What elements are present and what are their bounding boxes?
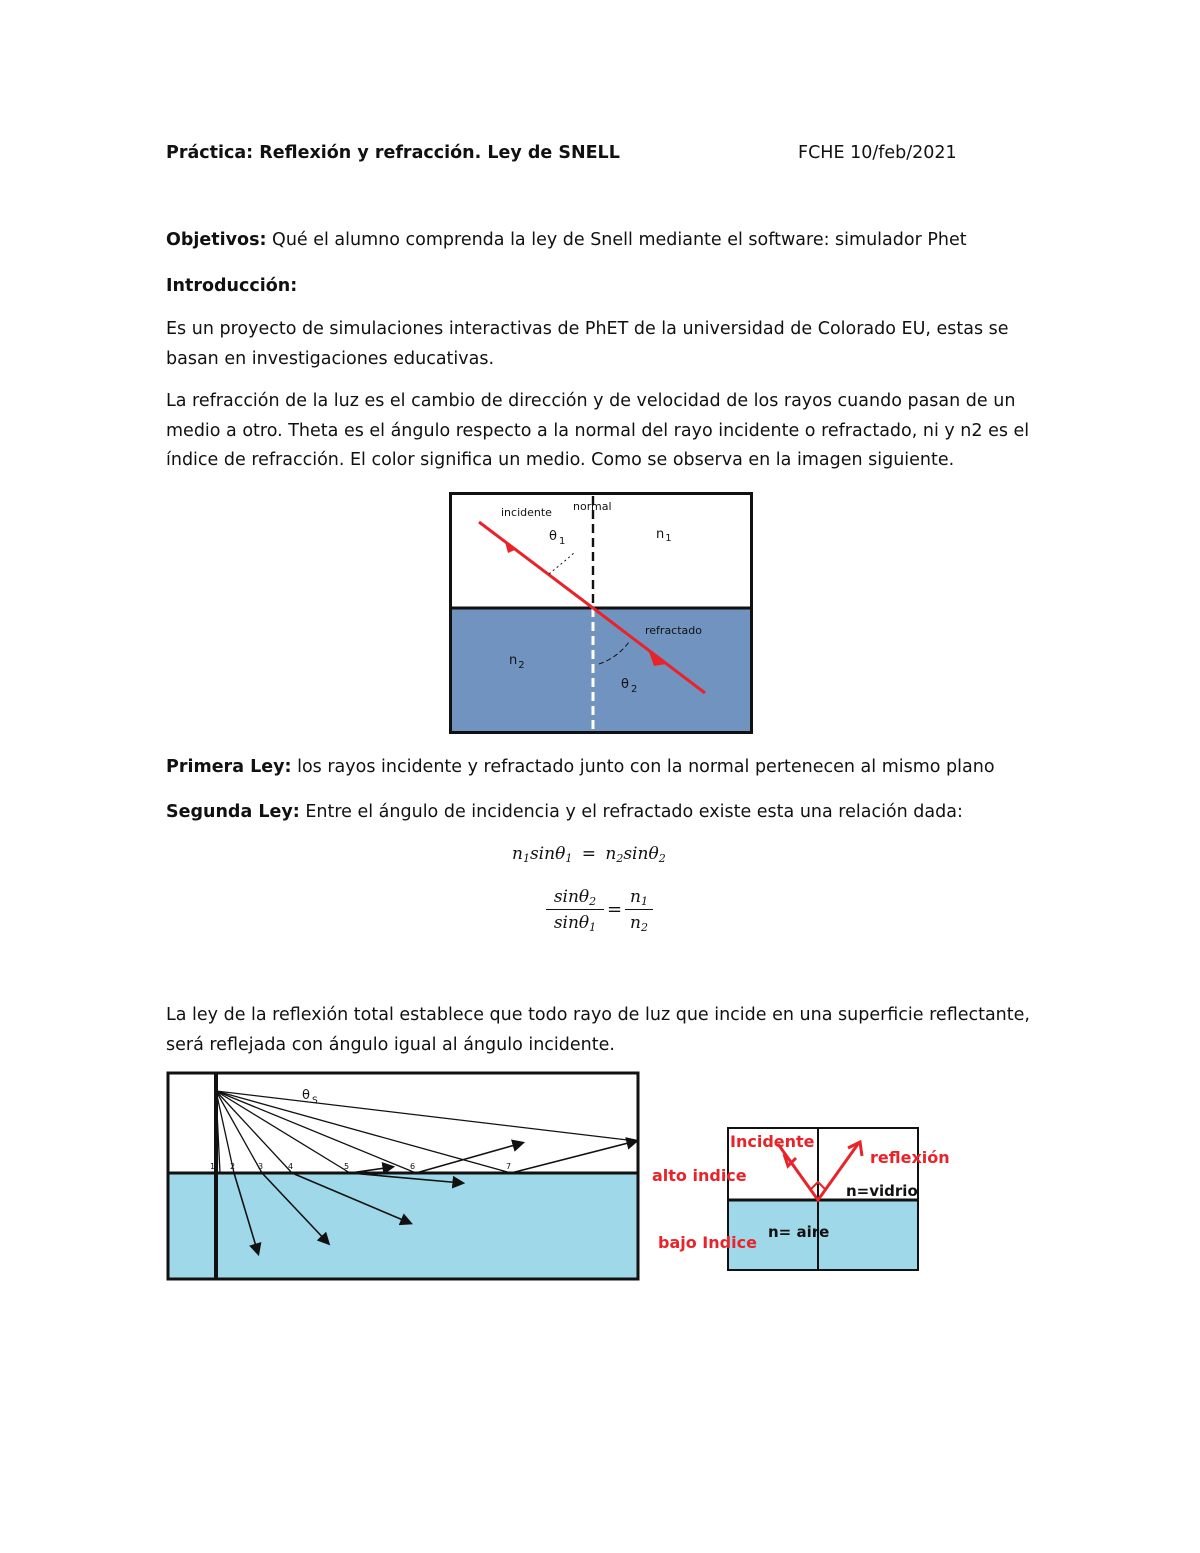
intro-paragraph-2 bbox=[166, 387, 1046, 476]
equals-sign: = bbox=[607, 899, 623, 920]
text-line: Es un proyecto de simulaciones interactivas de PhET de la universidad de Colorado EU, estas se bbox=[166, 319, 1009, 339]
first-law-text: los rayos incidente y refractado junto con la normal pertenecen al mismo plano bbox=[291, 757, 995, 777]
label-n-vidrio: n=vidrio bbox=[846, 1182, 918, 1200]
objectives-label: Objetivos: bbox=[166, 230, 267, 250]
svg-text:1: 1 bbox=[210, 1162, 216, 1171]
svg-text:5: 5 bbox=[344, 1162, 350, 1171]
label-bajo-indice: bajo Indice bbox=[658, 1233, 757, 1252]
refraction-diagram bbox=[449, 492, 753, 734]
svg-text:3: 3 bbox=[258, 1162, 264, 1171]
label-reflexion: reflexión bbox=[870, 1148, 950, 1167]
intro-paragraph-1 bbox=[166, 315, 1046, 374]
second-law-label: Segunda Ley: bbox=[166, 802, 300, 822]
svg-text:6: 6 bbox=[410, 1162, 416, 1171]
text-line: será reflejada con ángulo igual al ángulo incidente. bbox=[166, 1034, 615, 1055]
reflection-paragraph bbox=[166, 1001, 1046, 1060]
label-n-aire: n= aire bbox=[768, 1223, 830, 1241]
glass-air-diagram bbox=[648, 1122, 950, 1276]
label-alto-indice: alto indice bbox=[652, 1166, 747, 1185]
second-law-text: Entre el ángulo de incidencia y el refractado existe esta una relación dada: bbox=[299, 802, 963, 822]
text-line: medio a otro. Theta es el ángulo respecto a la normal del rayo incidente o refractado, ni y n2 es el bbox=[166, 420, 1030, 441]
snell-equation: $n_1\sin\theta_1 = n_2\sin\theta_2$ bbox=[512, 844, 666, 865]
label-incidente: Incidente bbox=[730, 1132, 815, 1151]
label-n1: $n_1$ bbox=[656, 527, 672, 544]
fraction-numerator: $n_1$ bbox=[625, 887, 653, 910]
page-title: Práctica: Reflexión y refracción. Ley de SNELL bbox=[166, 143, 620, 163]
fraction-n-ratio bbox=[625, 887, 653, 934]
medium-n2 bbox=[451, 608, 752, 732]
label-theta1: θ $_1$ bbox=[549, 529, 566, 547]
second-law bbox=[166, 802, 963, 822]
fraction-sin-ratio bbox=[546, 887, 604, 934]
label-normal: normal bbox=[573, 500, 612, 513]
text-line: índice de refracción. El color significa un medio. Como se observa en la imagen siguiente. bbox=[166, 450, 955, 470]
svg-text:7: 7 bbox=[506, 1162, 512, 1171]
label-theta-s: θ $_S$ bbox=[302, 1088, 318, 1106]
text-line: basan en investigaciones educativas. bbox=[166, 348, 495, 369]
text-line: La ley de la reflexión total establece que todo rayo de luz que incide en una superficie reflectante, bbox=[166, 1005, 1030, 1025]
author-date: FCHE 10/feb/2021 bbox=[798, 143, 957, 163]
label-n2: $n_2$ bbox=[509, 653, 525, 671]
fraction-denominator: sinθ$_1$ bbox=[553, 913, 597, 934]
first-law bbox=[166, 757, 995, 777]
svg-text:4: 4 bbox=[288, 1162, 294, 1171]
first-law-label: Primera Ley: bbox=[166, 757, 292, 777]
text-line: La refracción de la luz es el cambio de dirección y de velocidad de los rayos cuando pasan de un bbox=[166, 391, 1016, 411]
label-theta2: θ $_2$ bbox=[621, 677, 638, 695]
objectives-text: Qué el alumno comprenda la ley de Snell mediante el software: simulador Phet bbox=[266, 230, 967, 250]
fraction-numerator: sinθ$_2$ bbox=[546, 887, 604, 910]
objectives bbox=[166, 230, 967, 250]
total-reflection-diagram bbox=[166, 1071, 642, 1283]
fraction-denominator: $n_2$ bbox=[630, 913, 648, 934]
svg-text:2: 2 bbox=[230, 1162, 236, 1171]
label-incidente: incidente bbox=[501, 506, 552, 519]
label-refractado: refractado bbox=[645, 624, 702, 637]
intro-heading: Introducción: bbox=[166, 276, 298, 296]
